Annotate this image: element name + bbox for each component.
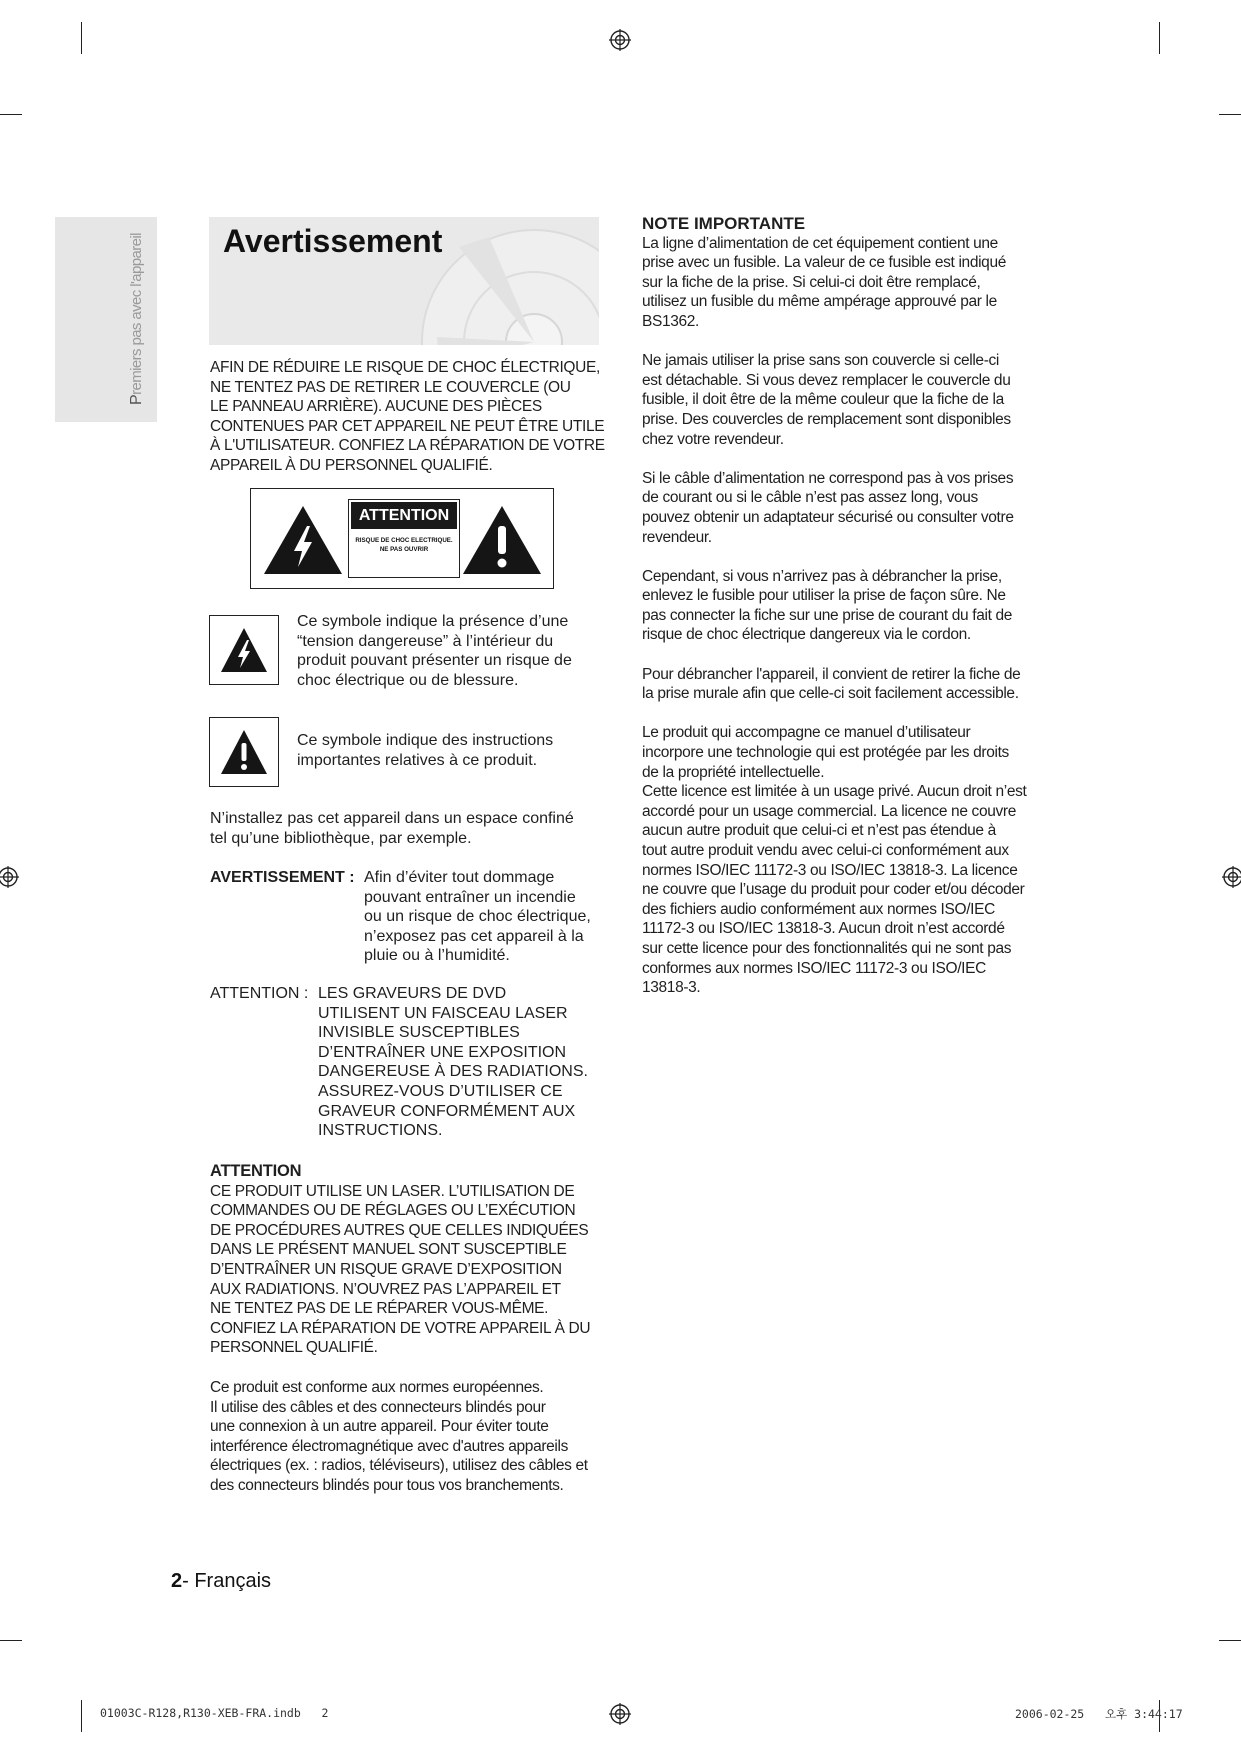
registration-mark-icon: [0, 866, 19, 888]
title-banner: [209, 217, 599, 345]
caution-label: [250, 488, 554, 589]
avertissement-label: AVERTISSEMENT :: [210, 869, 355, 886]
page-title: Avertissement: [223, 223, 443, 259]
note-paragraph-fuse: La ligne d’alimentation de cet équipement contient une prise avec un fusible. La valeur de ce fusible est indiqué sur la fiche de la prise. Si celui-ci doit être remplacé, utilisez un fusible du même ampérage approuvé par le BS1362.: [642, 234, 1006, 330]
symbol-box-instructions: [209, 717, 279, 787]
registration-mark-icon: [1222, 866, 1241, 888]
installation-note: N’installez pas cet appareil dans un espace confiné tel qu’une bibliothèque, par exemple.: [210, 810, 574, 847]
exclamation-warning-icon: [461, 504, 543, 576]
chapter-tab-label: Premiers pas avec l'appareil: [128, 233, 145, 405]
attention-heading: ATTENTION: [210, 1162, 302, 1180]
crop-mark-right-bottom: [1219, 1640, 1241, 1641]
symbol-box-voltage: [209, 615, 279, 685]
caution-subtitle: RISQUE DE CHOC ELECTRIQUE. NE PAS OUVRIR: [355, 537, 453, 553]
intro-warning: AFIN DE RÉDUIRE LE RISQUE DE CHOC ÉLECTRIQUE, NE TENTEZ PAS DE RETIRER LE COUVERCLE (OU LE PANNEAU ARRIÈRE). AUCUNE DES PIÈCES CONTENUES PAR CET APPAREIL NE PEUT ÊTRE UTILE À L'UTILISATEUR. CONFIEZ LA RÉPARATION DE VOTRE APPAREIL À DU PERSONNEL QUALIFIÉ.: [210, 359, 605, 474]
note-paragraph-wall-socket: Pour débrancher l'appareil, il convient de retirer la fiche de la prise murale afin que celle-ci soit facilement accessible.: [642, 665, 1021, 703]
note-importante: [642, 214, 1042, 998]
avertissement-block: [210, 868, 610, 968]
avertissement-text: Afin d’éviter tout dommage pouvant entraîner un incendie ou un risque de choc électrique, n’exposez pas cet appareil à la pluie ou à l’humidité.: [364, 869, 591, 965]
crop-mark-left-bottom: [0, 1640, 22, 1641]
registration-mark-icon: [609, 1703, 631, 1725]
symbol-instructions-description: Ce symbole indique des instructions importantes relatives à ce produit.: [297, 732, 554, 769]
crop-mark-right-top: [1219, 114, 1241, 115]
note-importante-heading: NOTE IMPORTANTE: [642, 214, 806, 233]
note-paragraph-cable: Si le câble d’alimentation ne correspond pas à vos prises de courant ou si le câble n’est pas assez long, vous pouvez obtenir un adaptateur sécurisé ou consulter votre revendeur.: [642, 469, 1014, 546]
print-slug-file: 01003C-R128,R130-XEB-FRA.indb 2: [100, 1706, 329, 1720]
symbol-voltage-description: Ce symbole indique la présence d’une “tension dangereuse” à l’intérieur du produit pouvant présenter un risque de choc électrique ou de blessure.: [297, 613, 572, 689]
note-paragraph-unplug: Cependant, si vous n’arrivez pas à débrancher la prise, enlevez le fusible pour utiliser la prise de façon sûre. Ne pas connecter la fiche sur une prise de courant du fait de risque de choc électrique dangereux via le cordon.: [642, 567, 1013, 644]
attention-section: ATTENTION CE PRODUIT UTILISE UN LASER. L’UTILISATION DE COMMANDES OU DE RÉGLAGES OU L’EXÉCUTION DE PROCÉDURES AUTRES QUE CELLES INDIQUÉES DANS LE PRÉSENT MANUEL SONT SUSCEPTIBLE D’ENTRAÎNER UN RISQUE GRAVE D’EXPOSITION AUX RADIATIONS. N’OUVREZ PAS L’APPAREIL ET NE TENTEZ PAS DE LE RÉPARER VOUS-MÊME. CONFIEZ LA RÉPARATION DE VOTRE APPAREIL À DU PERSONNEL QUALIFIÉ.: [210, 1162, 610, 1358]
lightning-warning-icon: [220, 627, 268, 673]
crop-mark-top-right: [1159, 22, 1160, 54]
crop-mark-bottom-left: [81, 1700, 82, 1732]
caution-title: ATTENTION: [351, 502, 457, 529]
caution-label-center: [348, 499, 460, 578]
registration-mark-icon: [609, 29, 631, 51]
exclamation-warning-icon: [220, 729, 268, 775]
attention-laser-text: LES GRAVEURS DE DVD UTILISENT UN FAISCEAU LASER INVISIBLE SUSCEPTIBLES D’ENTRAÎNER UNE EXPOSITION DANGEREUSE À DES RADIATIONS. ASSUREZ-VOUS D’UTILISER CE GRAVEUR CONFORMÉMENT AUX INSTRUCTIONS.: [318, 985, 588, 1140]
print-slug-date: 2006-02-25 오후 3:44:17: [1015, 1707, 1183, 1721]
note-paragraph-cover: Ne jamais utiliser la prise sans son couvercle si celle-ci est détachable. Si vous devez remplacer le couvercle du fusible, il doit être de la même couleur que la fiche de la prise. Des couvercles de remplacement sont disponibles chez votre revendeur.: [642, 352, 1011, 448]
conformity-note: Ce produit est conforme aux normes européennes. Il utilise des câbles et des connecteurs blindés pour une connexion à un autre appareil. Pour éviter toute interférence électromagnétique avec d'autres appareils électriques (ex. : radios, téléviseurs), utilisez des câbles et des connecteurs blindés pour tous vos branchements.: [210, 1379, 588, 1494]
page-number: 2- Français: [171, 1570, 272, 1592]
attention-laser-label: ATTENTION :: [210, 985, 309, 1002]
lightning-warning-icon: [262, 504, 344, 576]
note-paragraph-license: Le produit qui accompagne ce manuel d’utilisateur incorpore une technologie qui est protégée par les droits de la propriété intellectuelle. Cette licence est limitée à un usage privé. Aucun droit n’est accordé pour un usage commercial. La licence ne couvre aucun autre produit que celui-ci et n’est pas étendue à tout autre produit vendu avec celui-ci conformément aux normes ISO/IEC 11172-3 ou ISO/IEC 13818-3. La licence ne couvre que l’usage du produit pour coder et/ou décoder des fichiers audio conformément aux normes ISO/IEC 11172-3 ou ISO/IEC 13818-3. Aucun droit n’est accordé sur cette licence pour des fonctionnalités qui ne sont pas conformes aux normes ISO/IEC 11172-3 ou ISO/IEC 13818-3.: [642, 724, 1027, 997]
attention-laser-block: [210, 984, 610, 1144]
disc-decoration-icon: [419, 227, 599, 345]
crop-mark-top-left: [81, 22, 82, 54]
crop-mark-left-top: [0, 114, 22, 115]
